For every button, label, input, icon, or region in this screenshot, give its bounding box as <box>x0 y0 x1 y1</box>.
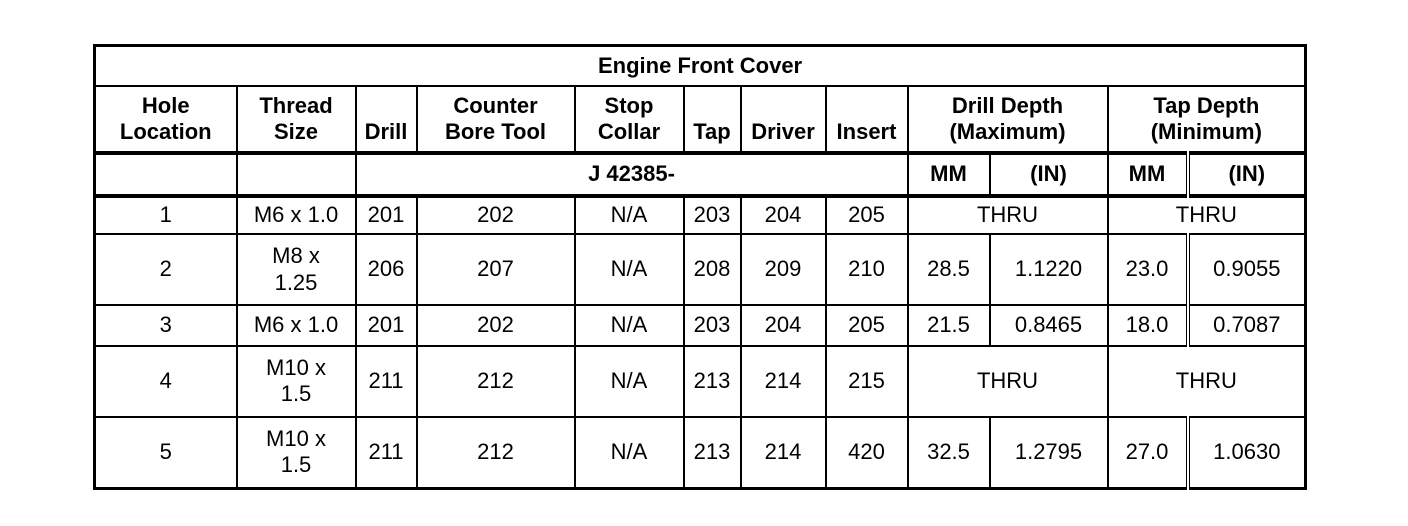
table-title: Engine Front Cover <box>95 46 1306 86</box>
drill-cell: 206 <box>356 234 417 305</box>
tap-cell: 213 <box>684 346 741 417</box>
thread-size-cell: M6 x 1.0 <box>237 196 356 234</box>
tap-cell: 213 <box>684 417 741 489</box>
counter-bore-cell: 202 <box>417 196 575 234</box>
engine-front-cover-table <box>93 44 1307 490</box>
drill-depth-in-cell: 0.8465 <box>990 305 1108 345</box>
col-header-tap-depth: Tap Depth (Minimum) <box>1108 86 1306 153</box>
thread-size-cell: M10 x 1.5 <box>237 346 356 417</box>
col-header-thread-size: Thread Size <box>237 86 356 153</box>
tap-depth-mm-cell: 23.0 <box>1108 234 1188 305</box>
stop-collar-cell: N/A <box>575 417 684 489</box>
stop-collar-cell: N/A <box>575 196 684 234</box>
col-header-driver: Driver <box>741 86 826 153</box>
subheader-empty <box>237 153 356 195</box>
insert-cell: 215 <box>826 346 908 417</box>
col-header-hole-location: Hole Location <box>95 86 237 153</box>
col-header-drill: Drill <box>356 86 417 153</box>
col-header-tap: Tap <box>684 86 741 153</box>
driver-cell: 204 <box>741 305 826 345</box>
hole-location-cell: 4 <box>95 346 237 417</box>
drill-depth-mm-cell: 21.5 <box>908 305 990 345</box>
drill-depth-in-cell: 1.2795 <box>990 417 1108 489</box>
drill-depth-in-cell: 1.1220 <box>990 234 1108 305</box>
tap-depth-mm-cell: 18.0 <box>1108 305 1188 345</box>
counter-bore-cell: 207 <box>417 234 575 305</box>
thread-size-cell: M10 x 1.5 <box>237 417 356 489</box>
stop-collar-cell: N/A <box>575 305 684 345</box>
col-header-stop-collar: Stop Collar <box>575 86 684 153</box>
col-header-drill-depth: Drill Depth (Maximum) <box>908 86 1108 153</box>
tap-cell: 203 <box>684 305 741 345</box>
drill-cell: 211 <box>356 417 417 489</box>
hole-location-cell: 3 <box>95 305 237 345</box>
drill-cell: 201 <box>356 305 417 345</box>
tap-depth-in-cell: 0.9055 <box>1188 234 1306 305</box>
tap-depth-in-cell: 1.0630 <box>1188 417 1306 489</box>
subheader-empty <box>95 153 237 195</box>
tap-cell: 203 <box>684 196 741 234</box>
drill-depth-mm-cell: 32.5 <box>908 417 990 489</box>
drill-depth-cell: THRU <box>908 346 1108 417</box>
stop-collar-cell: N/A <box>575 234 684 305</box>
driver-cell: 204 <box>741 196 826 234</box>
insert-cell: 205 <box>826 196 908 234</box>
subheader-drill-mm: MM <box>908 153 990 195</box>
tap-depth-in-cell: 0.7087 <box>1188 305 1306 345</box>
tool-prefix: J 42385- <box>356 153 908 195</box>
hole-location-cell: 1 <box>95 196 237 234</box>
subheader-tap-mm: MM <box>1108 153 1188 195</box>
counter-bore-cell: 212 <box>417 417 575 489</box>
tap-depth-mm-cell: 27.0 <box>1108 417 1188 489</box>
tap-cell: 208 <box>684 234 741 305</box>
table-row <box>95 305 1306 345</box>
drill-depth-cell: THRU <box>908 196 1108 234</box>
thread-size-cell: M8 x 1.25 <box>237 234 356 305</box>
driver-cell: 214 <box>741 346 826 417</box>
col-header-insert: Insert <box>826 86 908 153</box>
table-row <box>95 417 1306 489</box>
hole-location-cell: 2 <box>95 234 237 305</box>
driver-cell: 209 <box>741 234 826 305</box>
tap-depth-cell: THRU <box>1108 196 1306 234</box>
insert-cell: 420 <box>826 417 908 489</box>
counter-bore-cell: 202 <box>417 305 575 345</box>
subheader-drill-in: (IN) <box>990 153 1108 195</box>
subheader-tap-in: (IN) <box>1188 153 1306 195</box>
insert-cell: 205 <box>826 305 908 345</box>
drill-cell: 201 <box>356 196 417 234</box>
counter-bore-cell: 212 <box>417 346 575 417</box>
insert-cell: 210 <box>826 234 908 305</box>
table-row <box>95 346 1306 417</box>
tap-depth-cell: THRU <box>1108 346 1306 417</box>
table-row <box>95 196 1306 234</box>
drill-cell: 211 <box>356 346 417 417</box>
driver-cell: 214 <box>741 417 826 489</box>
hole-location-cell: 5 <box>95 417 237 489</box>
drill-depth-mm-cell: 28.5 <box>908 234 990 305</box>
thread-size-cell: M6 x 1.0 <box>237 305 356 345</box>
stop-collar-cell: N/A <box>575 346 684 417</box>
col-header-counter-bore-tool: Counter Bore Tool <box>417 86 575 153</box>
table-row <box>95 234 1306 305</box>
